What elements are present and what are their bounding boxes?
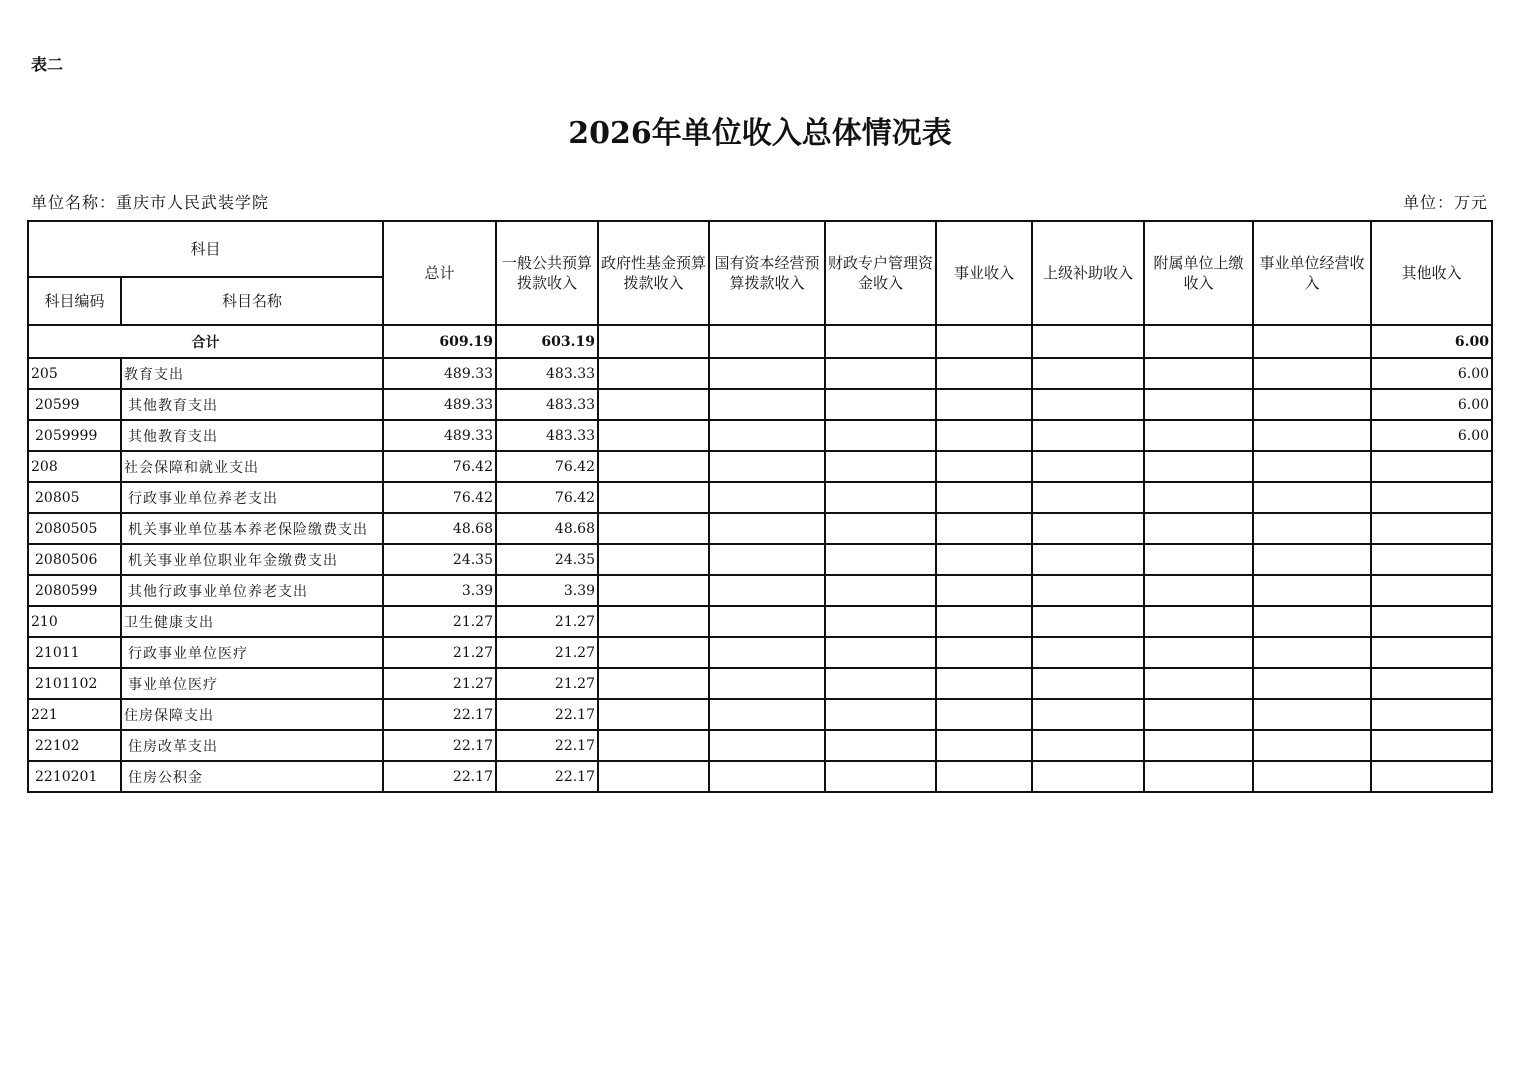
row-gov-fund xyxy=(598,606,709,637)
row-superior-subsidy xyxy=(1032,420,1144,451)
row-superior-subsidy xyxy=(1032,668,1144,699)
row-general-budget: 22.17 xyxy=(496,761,598,792)
row-gov-fund xyxy=(598,358,709,389)
row-general-budget: 483.33 xyxy=(496,389,598,420)
total-state-capital xyxy=(709,325,825,358)
row-affiliate-income xyxy=(1144,358,1253,389)
row-special-fund xyxy=(825,761,936,792)
row-state-capital xyxy=(709,637,825,668)
row-state-capital xyxy=(709,761,825,792)
row-code: 208 xyxy=(28,451,121,482)
row-state-capital xyxy=(709,389,825,420)
total-row xyxy=(28,325,1492,358)
page-title: 2026年单位收入总体情况表 xyxy=(568,116,952,151)
row-gov-fund xyxy=(598,389,709,420)
row-name: 行政事业单位养老支出 xyxy=(121,482,383,513)
row-code: 2210201 xyxy=(28,761,121,792)
row-state-capital xyxy=(709,482,825,513)
table-row xyxy=(28,575,1492,606)
row-operating-income xyxy=(1253,482,1371,513)
row-general-budget: 21.27 xyxy=(496,606,598,637)
row-code: 2080505 xyxy=(28,513,121,544)
row-business-income xyxy=(936,451,1032,482)
row-operating-income xyxy=(1253,637,1371,668)
row-state-capital xyxy=(709,730,825,761)
row-gov-fund xyxy=(598,513,709,544)
row-general-budget: 22.17 xyxy=(496,730,598,761)
total-special-fund xyxy=(825,325,936,358)
row-operating-income xyxy=(1253,389,1371,420)
row-operating-income xyxy=(1253,544,1371,575)
table-row xyxy=(28,730,1492,761)
row-special-fund xyxy=(825,637,936,668)
row-gov-fund xyxy=(598,699,709,730)
row-state-capital xyxy=(709,451,825,482)
row-gov-fund xyxy=(598,544,709,575)
row-special-fund xyxy=(825,358,936,389)
row-total: 76.42 xyxy=(383,451,496,482)
row-affiliate-income xyxy=(1144,730,1253,761)
row-affiliate-income xyxy=(1144,513,1253,544)
row-other-income xyxy=(1371,482,1492,513)
header-subject-code: 科目编码 xyxy=(28,277,121,325)
total-gov-fund xyxy=(598,325,709,358)
row-state-capital xyxy=(709,513,825,544)
row-superior-subsidy xyxy=(1032,513,1144,544)
row-total: 48.68 xyxy=(383,513,496,544)
row-affiliate-income xyxy=(1144,699,1253,730)
header-operating-income: 事业单位经营收入 xyxy=(1253,221,1371,325)
row-superior-subsidy xyxy=(1032,358,1144,389)
row-superior-subsidy xyxy=(1032,451,1144,482)
row-superior-subsidy xyxy=(1032,699,1144,730)
total-superior-subsidy xyxy=(1032,325,1144,358)
row-other-income xyxy=(1371,575,1492,606)
header-subject-name: 科目名称 xyxy=(121,277,383,325)
row-total: 489.33 xyxy=(383,420,496,451)
row-special-fund xyxy=(825,730,936,761)
row-gov-fund xyxy=(598,451,709,482)
row-code: 21011 xyxy=(28,637,121,668)
row-total: 21.27 xyxy=(383,637,496,668)
row-total: 489.33 xyxy=(383,358,496,389)
row-operating-income xyxy=(1253,730,1371,761)
row-gov-fund xyxy=(598,575,709,606)
row-total: 22.17 xyxy=(383,761,496,792)
row-business-income xyxy=(936,544,1032,575)
row-superior-subsidy xyxy=(1032,606,1144,637)
header-gov-fund: 政府性基金预算拨款收入 xyxy=(598,221,709,325)
total-general-budget: 603.19 xyxy=(496,325,598,358)
row-other-income: 6.00 xyxy=(1371,420,1492,451)
row-code: 2101102 xyxy=(28,668,121,699)
header-business-income: 事业收入 xyxy=(936,221,1032,325)
row-name: 机关事业单位基本养老保险缴费支出 xyxy=(121,513,383,544)
row-operating-income xyxy=(1253,761,1371,792)
row-general-budget: 21.27 xyxy=(496,668,598,699)
row-code: 221 xyxy=(28,699,121,730)
row-name: 机关事业单位职业年金缴费支出 xyxy=(121,544,383,575)
row-business-income xyxy=(936,513,1032,544)
header-affiliate-income: 附属单位上缴收入 xyxy=(1144,221,1253,325)
row-special-fund xyxy=(825,451,936,482)
row-total: 22.17 xyxy=(383,699,496,730)
row-name: 住房保障支出 xyxy=(121,699,383,730)
table-row xyxy=(28,606,1492,637)
row-business-income xyxy=(936,420,1032,451)
row-special-fund xyxy=(825,544,936,575)
row-business-income xyxy=(936,761,1032,792)
row-other-income: 6.00 xyxy=(1371,389,1492,420)
row-total: 22.17 xyxy=(383,730,496,761)
row-gov-fund xyxy=(598,761,709,792)
row-code: 205 xyxy=(28,358,121,389)
row-superior-subsidy xyxy=(1032,761,1144,792)
row-code: 2080506 xyxy=(28,544,121,575)
row-total: 24.35 xyxy=(383,544,496,575)
row-business-income xyxy=(936,730,1032,761)
row-state-capital xyxy=(709,668,825,699)
row-business-income xyxy=(936,637,1032,668)
row-gov-fund xyxy=(598,420,709,451)
row-name: 事业单位医疗 xyxy=(121,668,383,699)
table-row xyxy=(28,389,1492,420)
row-business-income xyxy=(936,482,1032,513)
row-other-income xyxy=(1371,513,1492,544)
row-special-fund xyxy=(825,420,936,451)
row-business-income xyxy=(936,358,1032,389)
table-tag: 表二 xyxy=(31,55,64,74)
table-row xyxy=(28,358,1492,389)
row-general-budget: 22.17 xyxy=(496,699,598,730)
row-operating-income xyxy=(1253,606,1371,637)
row-name: 行政事业单位医疗 xyxy=(121,637,383,668)
table-row xyxy=(28,513,1492,544)
row-gov-fund xyxy=(598,668,709,699)
row-operating-income xyxy=(1253,699,1371,730)
row-business-income xyxy=(936,389,1032,420)
total-total: 609.19 xyxy=(383,325,496,358)
row-other-income xyxy=(1371,451,1492,482)
row-state-capital xyxy=(709,606,825,637)
row-total: 3.39 xyxy=(383,575,496,606)
row-superior-subsidy xyxy=(1032,482,1144,513)
income-table xyxy=(27,220,1493,793)
row-general-budget: 21.27 xyxy=(496,637,598,668)
row-code: 20599 xyxy=(28,389,121,420)
total-business-income xyxy=(936,325,1032,358)
header-subject: 科目 xyxy=(28,221,383,277)
table-row xyxy=(28,668,1492,699)
row-state-capital xyxy=(709,420,825,451)
row-general-budget: 483.33 xyxy=(496,358,598,389)
row-operating-income xyxy=(1253,420,1371,451)
row-operating-income xyxy=(1253,575,1371,606)
row-state-capital xyxy=(709,699,825,730)
row-other-income xyxy=(1371,668,1492,699)
row-superior-subsidy xyxy=(1032,730,1144,761)
row-superior-subsidy xyxy=(1032,637,1144,668)
row-superior-subsidy xyxy=(1032,575,1144,606)
row-special-fund xyxy=(825,668,936,699)
row-general-budget: 483.33 xyxy=(496,420,598,451)
header-state-capital: 国有资本经营预算拨款收入 xyxy=(709,221,825,325)
unit-name: 单位名称：重庆市人民武装学院 xyxy=(31,193,270,212)
row-code: 22102 xyxy=(28,730,121,761)
row-affiliate-income xyxy=(1144,637,1253,668)
row-state-capital xyxy=(709,544,825,575)
total-label: 合计 xyxy=(28,325,383,358)
row-affiliate-income xyxy=(1144,668,1253,699)
row-affiliate-income xyxy=(1144,482,1253,513)
row-gov-fund xyxy=(598,482,709,513)
row-total: 21.27 xyxy=(383,606,496,637)
row-special-fund xyxy=(825,606,936,637)
row-affiliate-income xyxy=(1144,420,1253,451)
total-other-income: 6.00 xyxy=(1371,325,1492,358)
total-affiliate-income xyxy=(1144,325,1253,358)
row-general-budget: 24.35 xyxy=(496,544,598,575)
row-affiliate-income xyxy=(1144,606,1253,637)
row-code: 210 xyxy=(28,606,121,637)
row-operating-income xyxy=(1253,668,1371,699)
table-row xyxy=(28,637,1492,668)
row-state-capital xyxy=(709,358,825,389)
header-special-fund: 财政专户管理资金收入 xyxy=(825,221,936,325)
row-name: 住房公积金 xyxy=(121,761,383,792)
row-general-budget: 76.42 xyxy=(496,482,598,513)
row-code: 2059999 xyxy=(28,420,121,451)
header-general-budget: 一般公共预算拨款收入 xyxy=(496,221,598,325)
row-special-fund xyxy=(825,699,936,730)
table-row xyxy=(28,761,1492,792)
row-other-income xyxy=(1371,761,1492,792)
unit-label: 单位：万元 xyxy=(1402,193,1488,212)
row-business-income xyxy=(936,606,1032,637)
table-row xyxy=(28,420,1492,451)
row-general-budget: 3.39 xyxy=(496,575,598,606)
row-affiliate-income xyxy=(1144,575,1253,606)
row-total: 489.33 xyxy=(383,389,496,420)
row-affiliate-income xyxy=(1144,389,1253,420)
row-total: 21.27 xyxy=(383,668,496,699)
row-gov-fund xyxy=(598,730,709,761)
row-superior-subsidy xyxy=(1032,389,1144,420)
row-gov-fund xyxy=(598,637,709,668)
row-superior-subsidy xyxy=(1032,544,1144,575)
row-general-budget: 48.68 xyxy=(496,513,598,544)
table-row xyxy=(28,451,1492,482)
row-general-budget: 76.42 xyxy=(496,451,598,482)
row-special-fund xyxy=(825,389,936,420)
row-operating-income xyxy=(1253,513,1371,544)
row-code: 2080599 xyxy=(28,575,121,606)
row-name: 其他教育支出 xyxy=(121,389,383,420)
header-total: 总计 xyxy=(383,221,496,325)
row-state-capital xyxy=(709,575,825,606)
row-special-fund xyxy=(825,482,936,513)
row-business-income xyxy=(936,575,1032,606)
row-operating-income xyxy=(1253,358,1371,389)
row-name: 卫生健康支出 xyxy=(121,606,383,637)
row-business-income xyxy=(936,699,1032,730)
row-affiliate-income xyxy=(1144,761,1253,792)
row-affiliate-income xyxy=(1144,544,1253,575)
row-name: 其他行政事业单位养老支出 xyxy=(121,575,383,606)
row-name: 社会保障和就业支出 xyxy=(121,451,383,482)
row-other-income xyxy=(1371,544,1492,575)
row-business-income xyxy=(936,668,1032,699)
row-name: 教育支出 xyxy=(121,358,383,389)
table-row xyxy=(28,482,1492,513)
row-code: 20805 xyxy=(28,482,121,513)
row-other-income xyxy=(1371,730,1492,761)
total-operating-income xyxy=(1253,325,1371,358)
row-operating-income xyxy=(1253,451,1371,482)
row-name: 其他教育支出 xyxy=(121,420,383,451)
row-name: 住房改革支出 xyxy=(121,730,383,761)
row-special-fund xyxy=(825,513,936,544)
table-row xyxy=(28,544,1492,575)
row-affiliate-income xyxy=(1144,451,1253,482)
row-other-income xyxy=(1371,699,1492,730)
header-superior-subsidy: 上级补助收入 xyxy=(1032,221,1144,325)
row-other-income xyxy=(1371,637,1492,668)
row-other-income: 6.00 xyxy=(1371,358,1492,389)
row-special-fund xyxy=(825,575,936,606)
row-total: 76.42 xyxy=(383,482,496,513)
row-other-income xyxy=(1371,606,1492,637)
table-row xyxy=(28,699,1492,730)
header-other-income: 其他收入 xyxy=(1371,221,1492,325)
